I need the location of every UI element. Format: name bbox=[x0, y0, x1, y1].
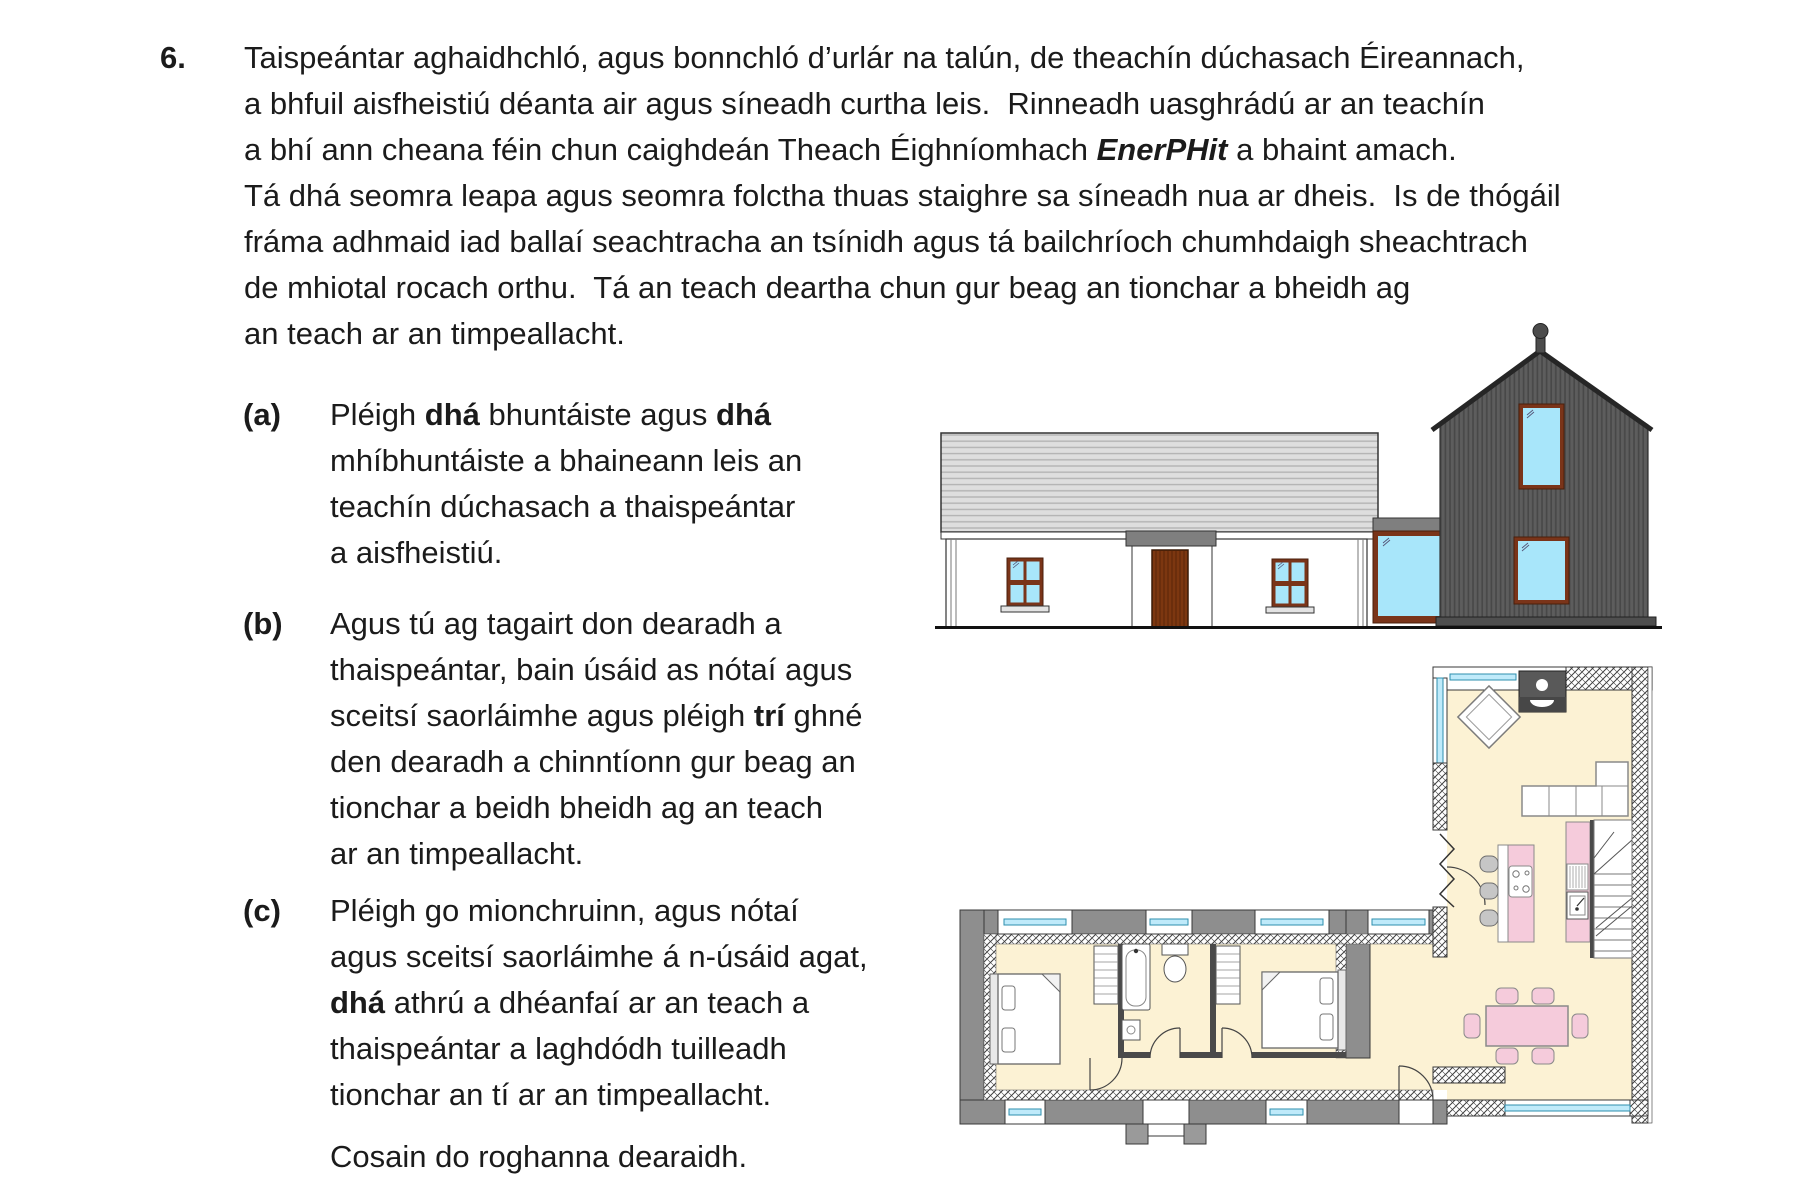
toilet bbox=[1162, 944, 1188, 982]
text-run: Pléigh bbox=[330, 397, 425, 432]
text-run: bhuntáiste agus bbox=[479, 397, 717, 432]
intro-line: de mhiotal rocach orthu. Tá an teach deartha chun gur beag an tionchar a bheidh ag bbox=[244, 270, 1411, 305]
kitchen-bottom-window bbox=[1505, 1100, 1630, 1116]
part-a-line: mhíbhuntáiste a bhaineann leis an bbox=[330, 443, 803, 478]
bath bbox=[1122, 944, 1150, 1010]
intro-line: a bhfuil aisfheistiú déanta air agus síneadh curtha leis. Rinneadh uasghrádú ar an teachín bbox=[244, 86, 1485, 121]
text-run: a bhí ann cheana féin chun caighdeán Theach Éighníomhach bbox=[244, 132, 1097, 167]
stove bbox=[1519, 671, 1566, 712]
part-c-line: Pléigh go mionchruinn, agus nótaí bbox=[330, 893, 799, 928]
part-c-line bbox=[330, 980, 868, 1026]
cottage-roof bbox=[941, 433, 1378, 539]
part-b-line: ar an timpeallacht. bbox=[330, 836, 584, 871]
extension-window-upper bbox=[1519, 404, 1564, 489]
part-a-line: teachín dúchasach a thaispeántar bbox=[330, 489, 796, 524]
part-c-line: tionchar an tí ar an timpeallacht. bbox=[330, 1077, 772, 1112]
question-number: 6. bbox=[160, 40, 186, 75]
part-b-text bbox=[330, 601, 862, 877]
part-b-line: tionchar a beidh bheidh ag an teach bbox=[330, 790, 823, 825]
cottage-window-left bbox=[1001, 558, 1049, 612]
text-run: ghné bbox=[784, 698, 863, 733]
front-elevation-figure bbox=[935, 324, 1662, 628]
cottage-window-right bbox=[1266, 559, 1314, 613]
part-a-line: a aisfheistiú. bbox=[330, 535, 503, 570]
intro-line bbox=[244, 127, 1561, 173]
figures-panel bbox=[930, 315, 1690, 1170]
text-run: athrú a dhéanfaí ar an teach a bbox=[385, 985, 810, 1020]
utility-wall bbox=[1433, 1067, 1505, 1083]
part-c-line: agus sceitsí saorláimhe á n-úsáid agat, bbox=[330, 939, 868, 974]
text-run-bold: dhá bbox=[330, 985, 386, 1020]
part-c-closing-line: Cosain do roghanna dearaidh. bbox=[330, 1139, 748, 1174]
part-a-line bbox=[330, 392, 802, 438]
roof-finial bbox=[1533, 324, 1548, 339]
dining-table bbox=[1486, 1006, 1568, 1046]
chair bbox=[1532, 988, 1554, 1004]
floor-plan-figure bbox=[960, 667, 1652, 1144]
part-b-line bbox=[330, 693, 862, 739]
extension-window-lower bbox=[1514, 537, 1569, 604]
intro-line: an teach ar an timpeallacht. bbox=[244, 316, 625, 351]
text-run-bold: trí bbox=[753, 698, 785, 733]
chair bbox=[1532, 1048, 1554, 1064]
part-a-text bbox=[330, 392, 802, 576]
question-intro bbox=[244, 35, 1561, 357]
wardrobe bbox=[1094, 946, 1118, 1004]
glazed-link bbox=[1373, 518, 1447, 623]
text-run-bold: dhá bbox=[716, 397, 772, 432]
front-door-opening bbox=[1143, 1100, 1189, 1124]
text-run-bold: dhá bbox=[424, 397, 480, 432]
kitchen-counter bbox=[1566, 822, 1590, 942]
part-c-label: (c) bbox=[243, 893, 281, 928]
chair bbox=[1496, 988, 1518, 1004]
stool bbox=[1480, 856, 1498, 872]
intro-line: fráma adhmaid iad ballaí seachtracha an tsínidh agus tá bailchríoch chumhdaigh sheachtrach bbox=[244, 224, 1528, 259]
basin bbox=[1122, 1020, 1140, 1040]
part-b-line: Agus tú ag tagairt don dearadh a bbox=[330, 606, 782, 641]
part-b-line: thaispeántar, bain úsáid as nótaí agus bbox=[330, 652, 853, 687]
extension-gable bbox=[1432, 324, 1656, 627]
stool bbox=[1480, 883, 1498, 899]
part-c-text bbox=[330, 888, 868, 1180]
intro-line: Tá dhá seomra leapa agus seomra folctha thuas staighre sa síneadh nua ar dheis. Is de thógáil bbox=[244, 178, 1561, 213]
stairs bbox=[1590, 820, 1632, 958]
intro-line: Taispeántar aghaidhchló, agus bonnchló d’urlár na talún, de theachín dúchasach Éireannach, bbox=[244, 40, 1525, 75]
wardrobe bbox=[1216, 946, 1240, 1004]
front-step bbox=[1126, 1124, 1148, 1144]
figures-svg bbox=[930, 315, 1690, 1170]
text-run-bold-italic: EnerPHit bbox=[1096, 132, 1228, 167]
part-c-line: thaispeántar a laghdódh tuilleadh bbox=[330, 1031, 787, 1066]
text-run: sceitsí saorláimhe agus pléigh bbox=[330, 698, 754, 733]
part-a-label: (a) bbox=[243, 397, 281, 432]
chair bbox=[1464, 1014, 1480, 1038]
rear-door-opening bbox=[1399, 1100, 1433, 1124]
stool bbox=[1480, 910, 1498, 926]
part-b-line: den dearadh a chinntíonn gur beag an bbox=[330, 744, 856, 779]
front-step bbox=[1184, 1124, 1206, 1144]
chair bbox=[1572, 1014, 1588, 1038]
front-step-tread bbox=[1148, 1124, 1184, 1136]
part-b-label: (b) bbox=[243, 606, 283, 641]
text-run: a bhaint amach. bbox=[1227, 132, 1457, 167]
chair bbox=[1496, 1048, 1518, 1064]
